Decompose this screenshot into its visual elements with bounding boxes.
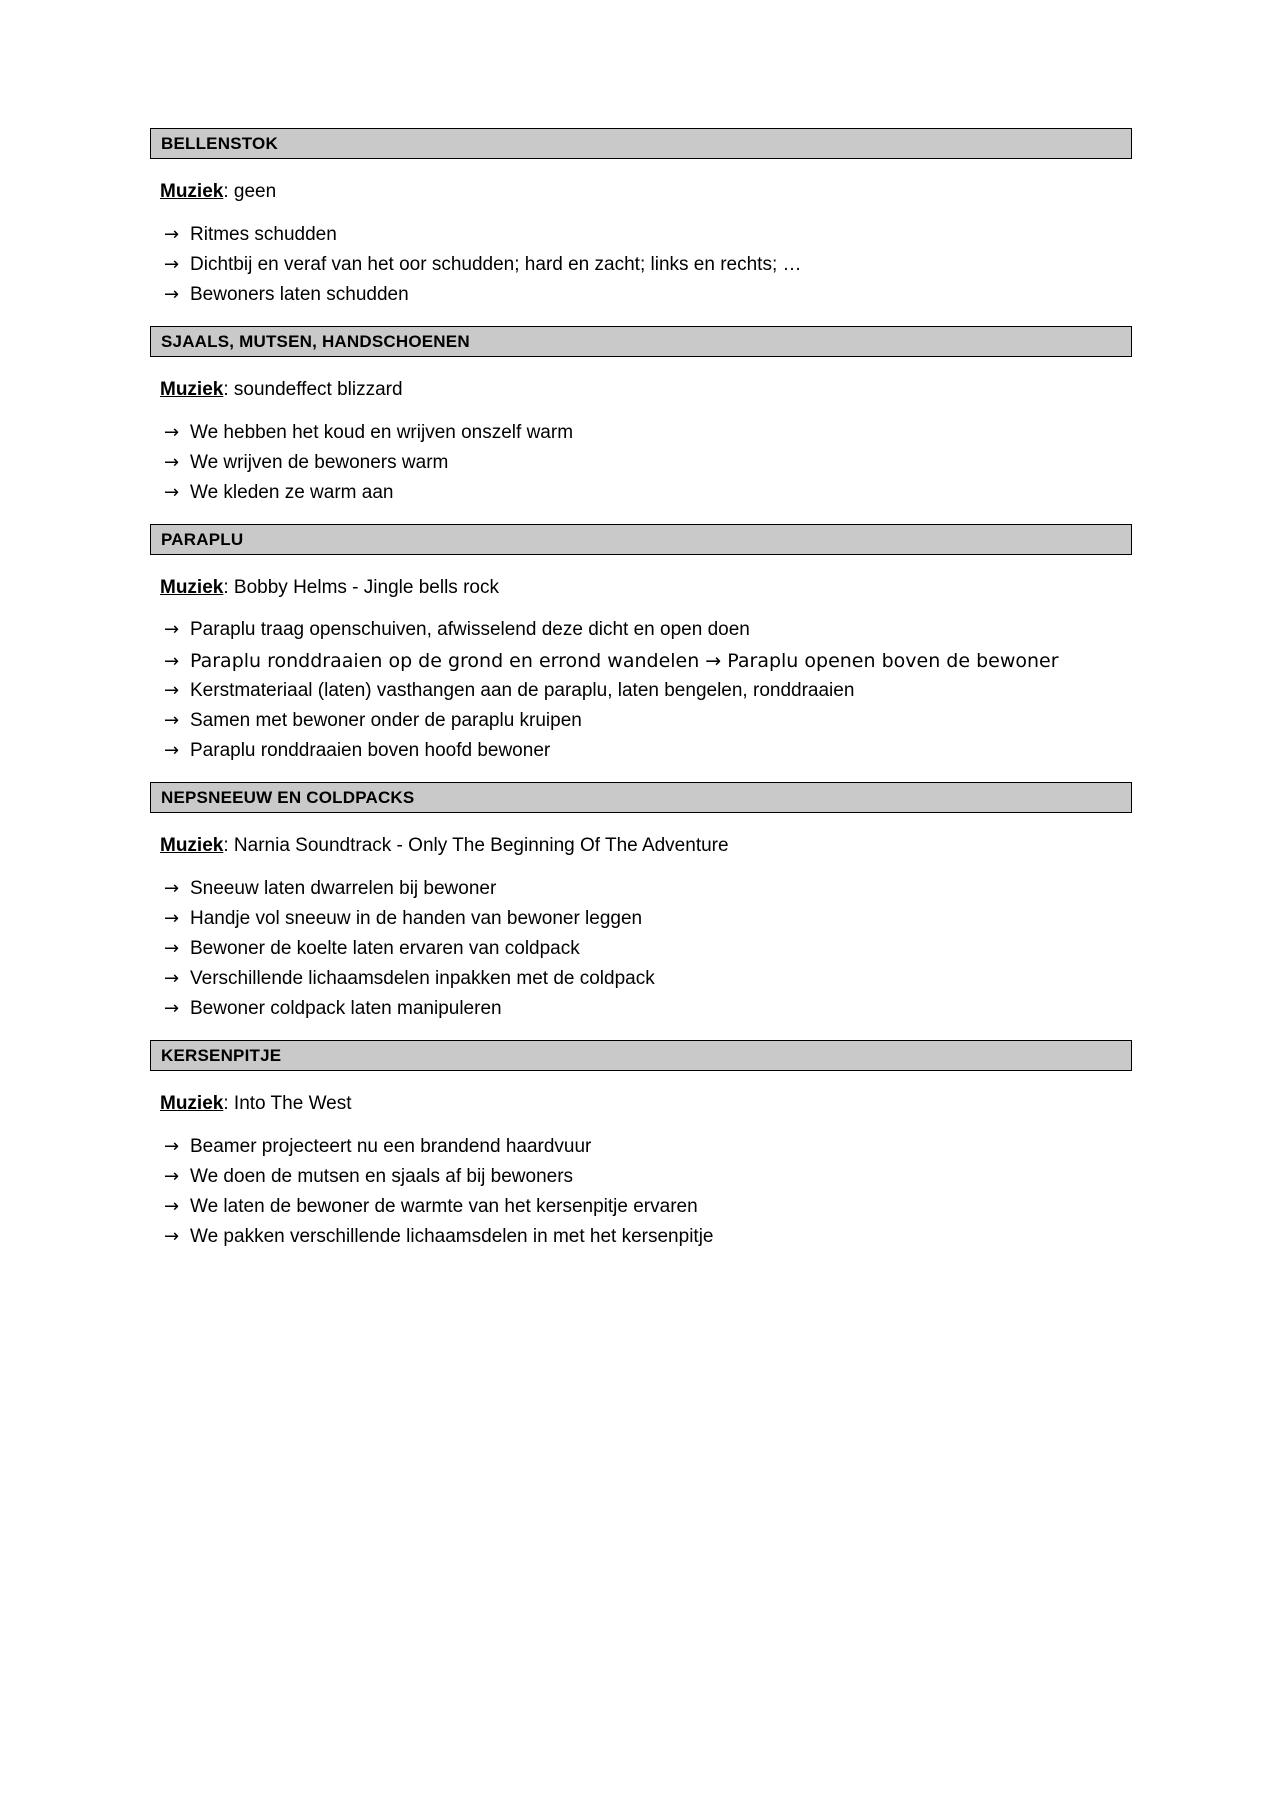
list-item (150, 1132, 1132, 1162)
section-header (150, 1040, 1132, 1071)
section-header (150, 326, 1132, 357)
arrow-right-icon: → (164, 1165, 180, 1187)
arrow-right-icon: → (164, 709, 180, 731)
list-item-text: Bewoners laten schudden (190, 283, 409, 305)
arrow-right-icon: → (164, 679, 180, 701)
list-item-text: Paraplu traag openschuiven, afwisselend deze dicht en open doen (190, 619, 750, 641)
list-item (150, 736, 1132, 766)
bullet-list (150, 418, 1132, 508)
music-line (160, 1093, 1132, 1116)
arrow-right-icon: → (164, 223, 180, 245)
list-item-text: We wrijven de bewoners warm (190, 451, 449, 473)
list-item-text: Bewoner de koelte laten ervaren van coldpack (190, 937, 580, 959)
music-value: : soundeffect blizzard (223, 378, 403, 400)
arrow-right-icon: → (164, 997, 180, 1019)
music-line (160, 577, 1132, 600)
arrow-right-icon: → (164, 1225, 180, 1247)
list-item (150, 220, 1132, 250)
arrow-right-icon: → (164, 451, 180, 473)
music-label: Muziek (160, 378, 224, 400)
list-item (150, 994, 1132, 1024)
spacer (150, 508, 1132, 524)
list-item (150, 676, 1132, 706)
section-bellenstok (150, 128, 1132, 326)
music-label: Muziek (160, 834, 224, 856)
music-value: : geen (223, 181, 277, 202)
list-item (150, 250, 1132, 280)
list-item (150, 478, 1132, 508)
list-item-text: Dichtbij en veraf van het oor schudden; hard en zacht; links en rechts; … (190, 253, 802, 275)
list-item (150, 1162, 1132, 1192)
list-item (150, 1192, 1132, 1222)
list-item (150, 418, 1132, 448)
list-item-text: We pakken verschillende lichaamsdelen in met het kersenpitje (190, 1225, 714, 1247)
arrow-right-icon: → (164, 1135, 180, 1157)
bullet-list (150, 220, 1132, 310)
list-item-text: Bewoner coldpack laten manipuleren (190, 997, 502, 1019)
music-line (160, 181, 1132, 204)
arrow-right-icon: → (164, 739, 180, 761)
list-item-text: Ritmes schudden (190, 223, 337, 245)
document-body (150, 128, 1132, 1252)
section-header (150, 128, 1132, 159)
list-item (150, 448, 1132, 478)
list-item-text: Sneeuw laten dwarrelen bij bewoner (190, 877, 497, 899)
section-title: SJAALS, MUTSEN, HANDSCHOENEN (161, 331, 470, 351)
music-value: : Narnia Soundtrack - Only The Beginning Of The Adventure (223, 834, 729, 856)
spacer (150, 766, 1132, 782)
arrow-right-icon: → (164, 967, 180, 989)
section-kersenpitje (150, 1040, 1132, 1252)
list-item-text: Paraplu ronddraaien op de grond en errond wandelen → Paraplu openen boven de bewoner (190, 649, 1059, 672)
arrow-right-icon: → (164, 877, 180, 899)
music-label: Muziek (160, 1092, 224, 1114)
list-item (150, 964, 1132, 994)
section-header (150, 524, 1132, 555)
section-title: BELLENSTOK (161, 134, 278, 153)
spacer (150, 1024, 1132, 1040)
arrow-right-icon: → (164, 619, 180, 641)
section-nepsneeuw-en-coldpacks (150, 782, 1132, 1040)
section-title: KERSENPITJE (161, 1045, 282, 1065)
list-item-text: We hebben het koud en wrijven onszelf warm (190, 421, 574, 443)
music-label: Muziek (160, 181, 224, 202)
list-item-text: Handje vol sneeuw in de handen van bewoner leggen (190, 907, 643, 929)
music-label: Muziek (160, 576, 224, 598)
section-title: PARAPLU (161, 529, 244, 549)
arrow-right-icon: → (164, 937, 180, 959)
list-item-text: Samen met bewoner onder de paraplu kruipen (190, 709, 582, 731)
arrow-right-icon: → (164, 253, 180, 275)
arrow-right-icon: → (164, 481, 180, 503)
list-item (150, 904, 1132, 934)
music-value: : Bobby Helms - Jingle bells rock (223, 576, 499, 598)
list-item-text: Verschillende lichaamsdelen inpakken met de coldpack (190, 967, 655, 989)
list-item-text: We doen de mutsen en sjaals af bij bewoners (190, 1165, 574, 1187)
section-paraplu (150, 524, 1132, 782)
list-item-text: We laten de bewoner de warmte van het kersenpitje ervaren (190, 1195, 698, 1217)
music-value: : Into The West (223, 1092, 352, 1114)
arrow-right-icon: → (164, 907, 180, 929)
list-item-text: Beamer projecteert nu een brandend haardvuur (190, 1135, 592, 1157)
arrow-right-icon: → (164, 650, 180, 672)
music-line (160, 379, 1132, 402)
section-title: NEPSNEEUW EN COLDPACKS (161, 787, 415, 807)
list-item-text: We kleden ze warm aan (190, 481, 394, 503)
list-item (150, 706, 1132, 736)
list-item-text: Paraplu ronddraaien boven hoofd bewoner (190, 739, 551, 761)
list-item (150, 615, 1132, 645)
arrow-right-icon: → (164, 283, 180, 305)
list-item (150, 280, 1132, 310)
list-item (150, 934, 1132, 964)
spacer (150, 310, 1132, 326)
bullet-list (150, 874, 1132, 1024)
list-item (150, 1222, 1132, 1252)
bullet-list (150, 1132, 1132, 1252)
section-sjaals-mutsen-handschoenen (150, 326, 1132, 524)
section-header (150, 782, 1132, 813)
list-item (150, 646, 1132, 676)
arrow-right-icon: → (164, 1195, 180, 1217)
arrow-right-icon: → (164, 421, 180, 443)
music-line (160, 835, 1132, 858)
bullet-list (150, 615, 1132, 766)
list-item-text: Kerstmateriaal (laten) vasthangen aan de paraplu, laten bengelen, ronddraaien (190, 679, 855, 701)
list-item (150, 874, 1132, 904)
